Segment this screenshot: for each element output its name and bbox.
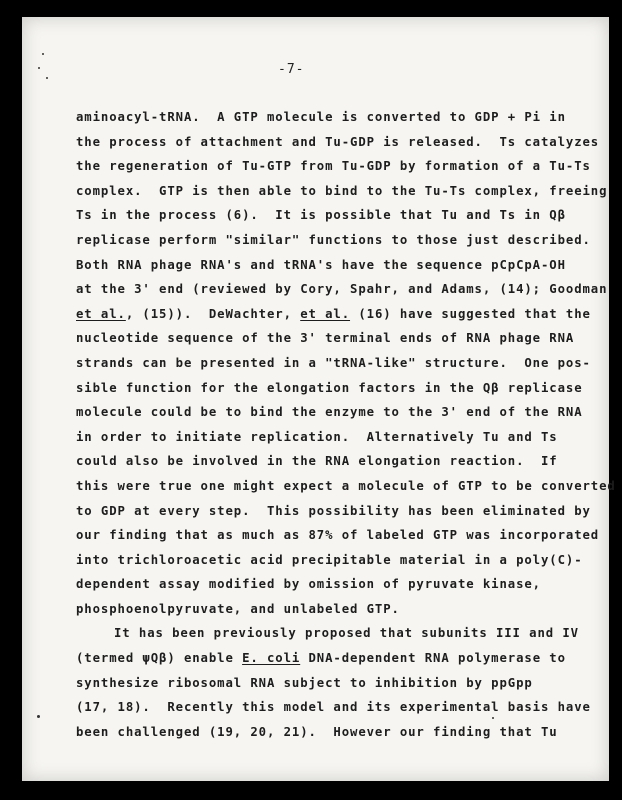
text-line — [76, 429, 606, 454]
text-line — [76, 576, 606, 601]
text-run: the regeneration of Tu-GTP from Tu-GDP by formation of a Tu-Ts — [76, 159, 591, 174]
text-run: complex. GTP is then able to bind to the Tu-Ts complex, freeing — [76, 183, 608, 198]
text-line — [76, 232, 606, 257]
text-line — [76, 134, 606, 159]
text-line — [76, 281, 606, 306]
text-run: (termed ψQβ) enable — [76, 651, 243, 666]
underlined-text: et al. — [76, 306, 126, 321]
text-line — [76, 453, 606, 478]
text-line — [76, 527, 606, 552]
text-run: nucleotide sequence of the 3' terminal ends of RNA phage RNA — [76, 331, 575, 346]
text-line — [76, 552, 606, 577]
text-run: molecule could be to bind the enzyme to the 3' end of the RNA — [76, 405, 583, 420]
document-page — [22, 17, 616, 781]
text-run: (16) have suggested that the — [350, 306, 591, 321]
text-line — [76, 380, 606, 405]
text-line — [76, 699, 606, 724]
text-run: dependent assay modified by omission of pyruvate kinase, — [76, 577, 541, 592]
text-run: , (15)). DeWachter, — [125, 306, 301, 321]
text-run: been challenged (19, 20, 21). However our finding that Tu — [76, 724, 558, 739]
text-line — [76, 306, 606, 331]
text-line — [76, 601, 606, 626]
text-run: in order to initiate replication. Alternatively Tu and Ts — [76, 429, 558, 444]
body-text — [76, 109, 616, 748]
text-line — [76, 207, 606, 232]
text-run: Both RNA phage RNA's and tRNA's have the sequence pCpCpA-OH — [76, 257, 566, 272]
text-run: replicase perform "similar" functions to those just described. — [76, 232, 591, 247]
text-run: synthesize ribosomal RNA subject to inhibition by ppGpp — [76, 675, 533, 690]
text-run: could also be involved in the RNA elongation reaction. If — [76, 454, 558, 469]
text-line — [76, 158, 606, 183]
text-run: Ts in the process (6). It is possible that Tu and Ts in Qβ — [76, 208, 566, 223]
text-line — [76, 478, 616, 503]
text-line — [76, 675, 606, 700]
scan-speck — [46, 77, 48, 79]
text-run: strands can be presented in a "tRNA-like" structure. One pos- — [76, 355, 591, 370]
text-line — [76, 650, 606, 675]
text-line — [76, 330, 606, 355]
text-line — [76, 503, 606, 528]
text-run: (17, 18). Recently this model and its experimental basis have — [76, 700, 591, 715]
text-run: phosphoenolpyruvate, and unlabeled GTP. — [76, 601, 400, 616]
text-run: this were true one might expect a molecule of GTP to be converted — [76, 478, 616, 493]
text-line — [76, 109, 606, 134]
text-line — [76, 625, 606, 650]
text-run: to GDP at every step. This possibility has been eliminated by — [76, 503, 591, 518]
underlined-text: et al. — [300, 306, 351, 321]
text-line — [76, 355, 606, 380]
scan-speck — [492, 717, 494, 719]
text-run: our finding that as much as 87% of labeled GTP was incorporated — [76, 528, 600, 543]
text-run: DNA-dependent RNA polymerase to — [300, 651, 566, 666]
scan-speck — [42, 53, 44, 55]
text-run: into trichloroacetic acid precipitable material in a poly(C)- — [76, 552, 583, 567]
text-run: at the 3' end (reviewed by Cory, Spahr, and Adams, (14); Goodman — [76, 282, 608, 297]
underlined-text: E. coli — [242, 651, 301, 666]
text-line — [76, 257, 606, 282]
text-run: sible function for the elongation factors in the Qβ replicase — [76, 380, 583, 395]
text-line — [76, 404, 606, 429]
text-run: aminoacyl-tRNA. A GTP molecule is converted to GDP + Pi in — [76, 110, 566, 124]
text-run: It has been previously proposed that subunits III and IV — [114, 626, 579, 641]
text-run: the process of attachment and Tu-GDP is released. Ts catalyzes — [76, 134, 600, 149]
scan-speck — [38, 67, 40, 69]
text-line — [76, 183, 606, 208]
page-number: -7- — [278, 62, 305, 77]
text-line — [76, 724, 606, 749]
scan-speck — [37, 715, 40, 718]
